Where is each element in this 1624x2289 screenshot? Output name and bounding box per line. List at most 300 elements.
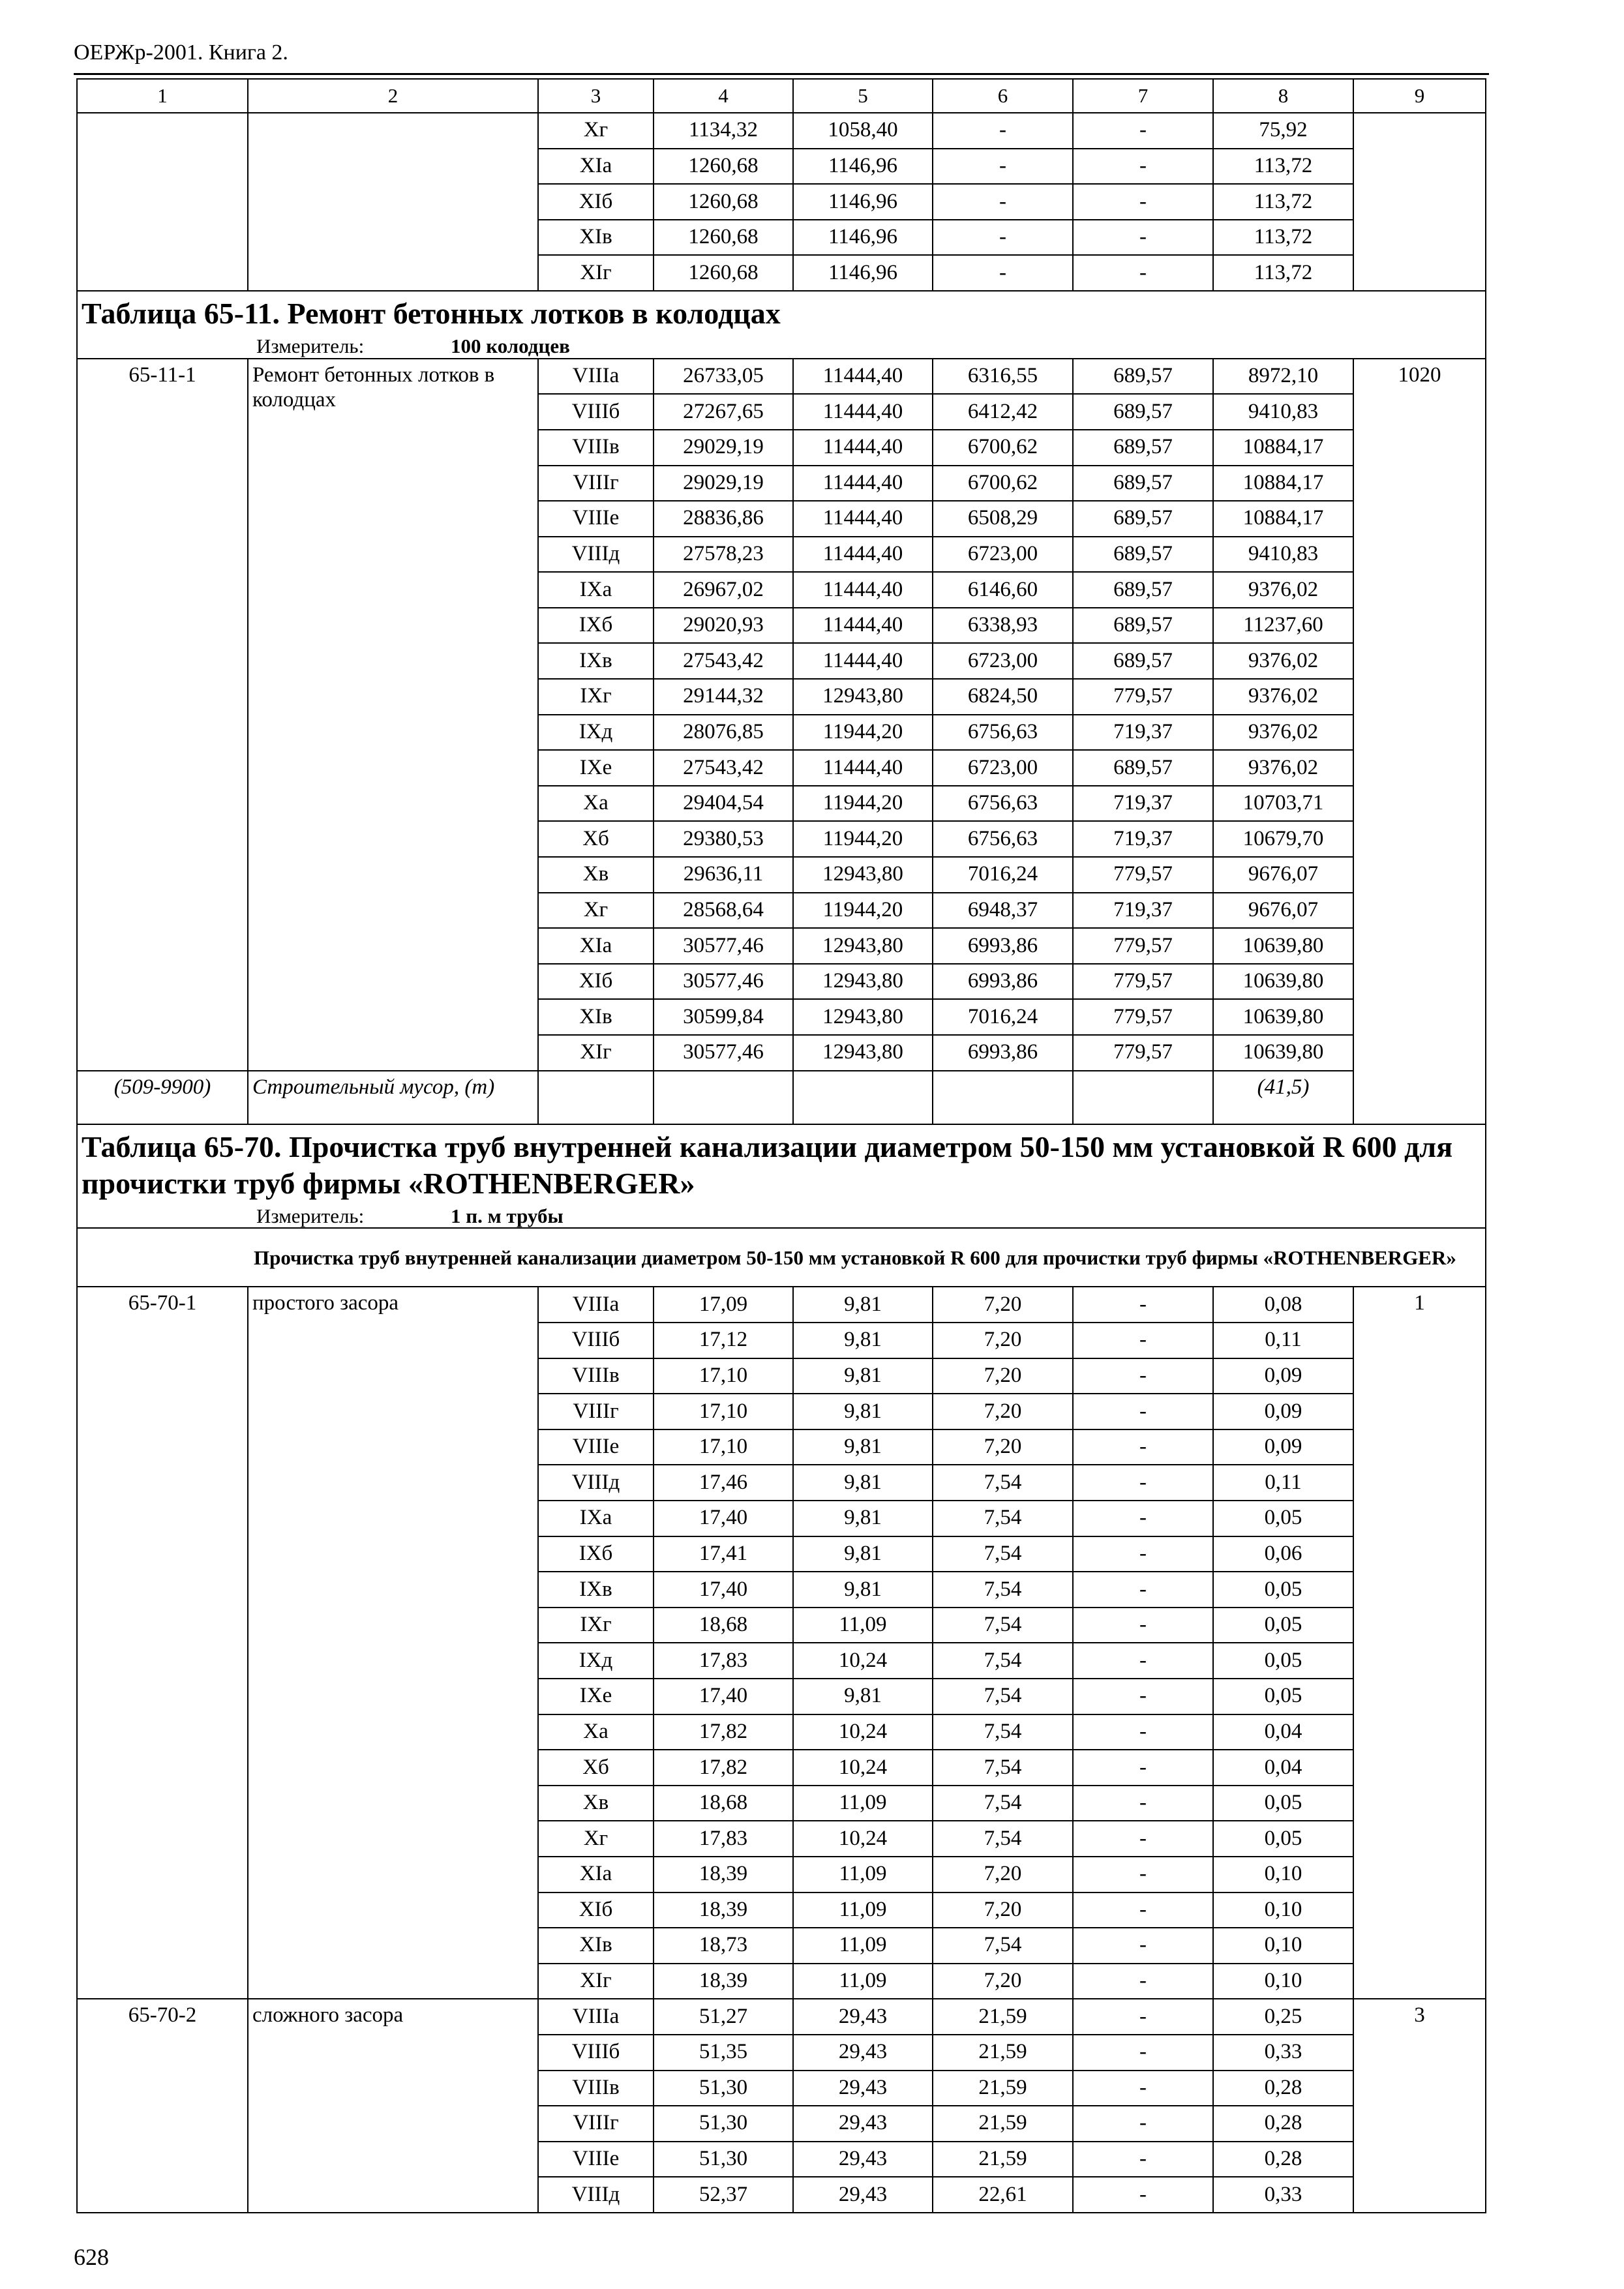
rate-value: 7,54: [933, 1679, 1073, 1714]
rate-value: 9,81: [793, 1287, 933, 1323]
measure-label: Измеритель:: [256, 335, 365, 358]
rate-value: 689,57: [1073, 608, 1213, 644]
rate-value: 29380,53: [654, 821, 793, 857]
rate-value: 6993,86: [933, 928, 1073, 964]
zone-code: VIIIд: [538, 1465, 654, 1501]
measure-line: [82, 1204, 1481, 1228]
rate-value: 30577,46: [654, 928, 793, 964]
rate-value: 21,59: [933, 2071, 1073, 2106]
rate-value: 7,54: [933, 1714, 1073, 1750]
rate-value: 0,09: [1213, 1394, 1353, 1429]
rate-value: -: [1073, 255, 1213, 291]
rate-value: 113,72: [1213, 220, 1353, 256]
zone-code: VIIIв: [538, 430, 654, 466]
waste-row: [77, 1071, 1486, 1124]
rate-value: 11444,40: [793, 394, 933, 430]
rate-value: 7,54: [933, 1572, 1073, 1608]
item-name: сложного засора: [248, 1999, 538, 2213]
zone-code: XIа: [538, 928, 654, 964]
rate-value: 0,11: [1213, 1465, 1353, 1501]
rate-value: 6756,63: [933, 821, 1073, 857]
rate-value: 11,09: [793, 1608, 933, 1643]
zone-code: VIIIе: [538, 2142, 654, 2177]
zone-code: VIIIд: [538, 2177, 654, 2213]
rate-value: -: [1073, 1964, 1213, 1999]
rate-value: 0,28: [1213, 2106, 1353, 2142]
zone-code: VIIIа: [538, 359, 654, 395]
column-number: 9: [1353, 79, 1486, 113]
rate-value: 9,81: [793, 1358, 933, 1394]
zone-code: XIа: [538, 1857, 654, 1893]
zone-code: Хг: [538, 1821, 654, 1857]
item-col9: [1353, 113, 1486, 291]
rate-value: 17,46: [654, 1465, 793, 1501]
rate-value: -: [1073, 2106, 1213, 2142]
rate-value: 0,33: [1213, 2035, 1353, 2071]
rate-value: 9376,02: [1213, 572, 1353, 608]
rate-value: 51,35: [654, 2035, 793, 2071]
rate-value: 21,59: [933, 2142, 1073, 2177]
rate-value: 10639,80: [1213, 964, 1353, 1000]
rate-value: 9,81: [793, 1429, 933, 1465]
rate-value: 719,37: [1073, 715, 1213, 751]
rate-value: 29029,19: [654, 430, 793, 466]
rate-value: 1146,96: [793, 184, 933, 220]
rate-value: 21,59: [933, 2035, 1073, 2071]
rate-value: 29029,19: [654, 466, 793, 501]
zone-code: XIг: [538, 1035, 654, 1071]
zone-code: Ха: [538, 786, 654, 822]
rate-value: 6824,50: [933, 679, 1073, 715]
rate-value: 11444,40: [793, 643, 933, 679]
rate-value: 6723,00: [933, 643, 1073, 679]
rate-value: 779,57: [1073, 1035, 1213, 1071]
rate-value: 689,57: [1073, 394, 1213, 430]
rate-value: 29,43: [793, 2106, 933, 2142]
rate-value: 0,25: [1213, 1999, 1353, 2035]
rate-value: 18,39: [654, 1893, 793, 1928]
rate-value: 7,20: [933, 1394, 1073, 1429]
rate-value: 0,09: [1213, 1429, 1353, 1465]
rate-value: 779,57: [1073, 928, 1213, 964]
rate-value: 719,37: [1073, 786, 1213, 822]
item-code: [77, 113, 248, 291]
rate-value: 17,10: [654, 1358, 793, 1394]
rate-value: 0,04: [1213, 1714, 1353, 1750]
rate-value: 0,05: [1213, 1572, 1353, 1608]
zone-code: Хв: [538, 857, 654, 893]
zone-code: Хб: [538, 1750, 654, 1786]
rate-value: 6316,55: [933, 359, 1073, 395]
rate-value: 7,54: [933, 1750, 1073, 1786]
zone-code: VIIIб: [538, 394, 654, 430]
rate-value: 12943,80: [793, 964, 933, 1000]
rate-value: 7,20: [933, 1323, 1073, 1358]
empty-cell: [654, 1071, 793, 1124]
rate-value: 7,20: [933, 1287, 1073, 1323]
waste-value: (41,5): [1213, 1071, 1353, 1124]
column-number: 2: [248, 79, 538, 113]
column-number: 7: [1073, 79, 1213, 113]
rate-value: 51,30: [654, 2106, 793, 2142]
zone-code: XIб: [538, 184, 654, 220]
rate-value: 9,81: [793, 1501, 933, 1536]
waste-code: (509-9900): [77, 1071, 248, 1124]
zone-code: Хб: [538, 821, 654, 857]
rate-value: 6412,42: [933, 394, 1073, 430]
rate-value: 0,10: [1213, 1893, 1353, 1928]
rate-value: 9376,02: [1213, 715, 1353, 751]
item-col9: 1: [1353, 1287, 1486, 1999]
zone-code: VIIIг: [538, 1394, 654, 1429]
rate-value: 8972,10: [1213, 359, 1353, 395]
rate-value: 6993,86: [933, 964, 1073, 1000]
rate-value: 7,54: [933, 1608, 1073, 1643]
rate-value: 6146,60: [933, 572, 1073, 608]
rate-value: 17,40: [654, 1501, 793, 1536]
rate-value: 7,54: [933, 1786, 1073, 1821]
section-title: Таблица 65-11. Ремонт бетонных лотков в колодцах: [82, 296, 781, 330]
zone-code: XIб: [538, 1893, 654, 1928]
zone-code: XIб: [538, 964, 654, 1000]
rate-value: -: [1073, 1465, 1213, 1501]
rate-value: 1058,40: [793, 113, 933, 149]
zone-code: XIа: [538, 149, 654, 185]
section-header-row: [77, 291, 1486, 359]
rate-value: 7,20: [933, 1857, 1073, 1893]
rate-value: 1260,68: [654, 184, 793, 220]
rate-value: 17,82: [654, 1750, 793, 1786]
rate-value: 17,10: [654, 1429, 793, 1465]
measure-value: 1 п. м трубы: [451, 1204, 564, 1227]
header-rule: [74, 73, 1489, 75]
rate-value: 11944,20: [793, 786, 933, 822]
rate-value: 7,54: [933, 1643, 1073, 1679]
table-row: [77, 1287, 1486, 1323]
rate-value: 17,10: [654, 1394, 793, 1429]
rate-value: 0,11: [1213, 1323, 1353, 1358]
rate-value: 1146,96: [793, 255, 933, 291]
zone-code: XIв: [538, 220, 654, 256]
rate-value: 689,57: [1073, 643, 1213, 679]
rate-value: 9,81: [793, 1572, 933, 1608]
zone-code: Хв: [538, 1786, 654, 1821]
rate-value: 10639,80: [1213, 999, 1353, 1035]
rate-value: 0,08: [1213, 1287, 1353, 1323]
rate-value: 0,05: [1213, 1643, 1353, 1679]
item-code: 65-70-1: [77, 1287, 248, 1999]
rate-value: 0,05: [1213, 1821, 1353, 1857]
zone-code: XIг: [538, 255, 654, 291]
rate-value: -: [1073, 2071, 1213, 2106]
zone-code: VIIIг: [538, 466, 654, 501]
column-number: 1: [77, 79, 248, 113]
rate-value: 17,41: [654, 1536, 793, 1572]
rate-value: 1260,68: [654, 220, 793, 256]
rate-value: 11,09: [793, 1857, 933, 1893]
rate-value: 11444,40: [793, 608, 933, 644]
rate-value: 17,40: [654, 1679, 793, 1714]
rate-value: 0,09: [1213, 1358, 1353, 1394]
rate-value: 30599,84: [654, 999, 793, 1035]
rate-value: -: [1073, 2035, 1213, 2071]
zone-code: VIIIв: [538, 2071, 654, 2106]
rate-value: 21,59: [933, 2106, 1073, 2142]
rate-value: 0,28: [1213, 2142, 1353, 2177]
zone-code: IXб: [538, 608, 654, 644]
rate-value: -: [933, 149, 1073, 185]
running-title: ОЕРЖр-2001. Книга 2.: [74, 40, 288, 65]
rate-value: 0,33: [1213, 2177, 1353, 2213]
zone-code: VIIIе: [538, 501, 654, 537]
rate-value: 12943,80: [793, 1035, 933, 1071]
empty-cell: [933, 1071, 1073, 1124]
item-name: [248, 113, 538, 291]
rate-value: -: [1073, 1786, 1213, 1821]
rate-value: -: [1073, 1608, 1213, 1643]
zone-code: Хг: [538, 893, 654, 929]
zone-code: XIг: [538, 1964, 654, 1999]
rate-value: 7,54: [933, 1501, 1073, 1536]
rate-value: 7016,24: [933, 999, 1073, 1035]
item-name: Ремонт бетонных лотков в колодцах: [248, 359, 538, 1071]
rate-value: 0,10: [1213, 1964, 1353, 1999]
rate-value: 779,57: [1073, 999, 1213, 1035]
rate-value: 11444,40: [793, 572, 933, 608]
rate-value: 779,57: [1073, 964, 1213, 1000]
rate-value: 11,09: [793, 1893, 933, 1928]
rate-value: -: [1073, 1358, 1213, 1394]
waste-name: Строительный мусор, (т): [248, 1071, 538, 1124]
section-header-row: [77, 1124, 1486, 1229]
rate-value: 52,37: [654, 2177, 793, 2213]
rate-value: 11944,20: [793, 715, 933, 751]
rate-value: 689,57: [1073, 501, 1213, 537]
rate-value: 12943,80: [793, 857, 933, 893]
rate-value: 10639,80: [1213, 928, 1353, 964]
rate-value: 113,72: [1213, 149, 1353, 185]
rate-value: -: [1073, 1714, 1213, 1750]
rate-value: 9676,07: [1213, 893, 1353, 929]
rate-value: 29,43: [793, 2071, 933, 2106]
rate-value: 719,37: [1073, 893, 1213, 929]
rate-value: 0,05: [1213, 1786, 1353, 1821]
rate-value: -: [1073, 1572, 1213, 1608]
rate-value: 17,09: [654, 1287, 793, 1323]
rate-value: 9376,02: [1213, 679, 1353, 715]
column-number-row: [77, 79, 1486, 113]
rate-value: 10,24: [793, 1643, 933, 1679]
rate-value: 1260,68: [654, 255, 793, 291]
rate-value: 11,09: [793, 1928, 933, 1964]
rate-value: 10884,17: [1213, 501, 1353, 537]
rate-value: 30577,46: [654, 1035, 793, 1071]
rate-value: 9,81: [793, 1394, 933, 1429]
rate-value: 10,24: [793, 1750, 933, 1786]
rate-value: 7016,24: [933, 857, 1073, 893]
rate-value: 6508,29: [933, 501, 1073, 537]
rate-value: -: [1073, 2177, 1213, 2213]
rate-value: -: [1073, 1501, 1213, 1536]
zone-code: Хг: [538, 113, 654, 149]
rate-value: 6948,37: [933, 893, 1073, 929]
rate-value: 0,05: [1213, 1501, 1353, 1536]
rate-value: 11944,20: [793, 821, 933, 857]
item-code: 65-11-1: [77, 359, 248, 1071]
rate-value: 10,24: [793, 1821, 933, 1857]
zone-code: XIв: [538, 1928, 654, 1964]
rate-value: -: [933, 113, 1073, 149]
section-header: [77, 1124, 1486, 1229]
subheader-row: [77, 1228, 1486, 1287]
rate-value: 17,12: [654, 1323, 793, 1358]
rate-value: 689,57: [1073, 537, 1213, 573]
zone-code: IXб: [538, 1536, 654, 1572]
rate-value: 9410,83: [1213, 537, 1353, 573]
rate-value: -: [1073, 1394, 1213, 1429]
column-number: 5: [793, 79, 933, 113]
rate-value: 7,20: [933, 1893, 1073, 1928]
rate-value: 9376,02: [1213, 643, 1353, 679]
rate-value: 719,37: [1073, 821, 1213, 857]
rate-value: -: [1073, 149, 1213, 185]
empty-cell: [1073, 1071, 1213, 1124]
zone-code: IXе: [538, 750, 654, 786]
rate-value: 29,43: [793, 1999, 933, 2035]
zone-code: XIв: [538, 999, 654, 1035]
zone-code: IXв: [538, 1572, 654, 1608]
rate-value: 51,30: [654, 2071, 793, 2106]
rate-value: 9,81: [793, 1323, 933, 1358]
rate-value: 26967,02: [654, 572, 793, 608]
rate-value: 75,92: [1213, 113, 1353, 149]
rate-value: 11944,20: [793, 893, 933, 929]
rate-value: 10884,17: [1213, 466, 1353, 501]
rate-value: 0,04: [1213, 1750, 1353, 1786]
rate-value: 7,54: [933, 1536, 1073, 1572]
rate-value: -: [1073, 113, 1213, 149]
rate-value: 51,30: [654, 2142, 793, 2177]
rate-value: 7,54: [933, 1465, 1073, 1501]
rate-value: 6700,62: [933, 466, 1073, 501]
rate-value: 6756,63: [933, 786, 1073, 822]
rate-value: 11,09: [793, 1964, 933, 1999]
rate-value: 9676,07: [1213, 857, 1353, 893]
rate-value: 29,43: [793, 2142, 933, 2177]
rate-value: 10,24: [793, 1714, 933, 1750]
rate-value: 9,81: [793, 1465, 933, 1501]
column-number: 6: [933, 79, 1073, 113]
rate-value: 29,43: [793, 2035, 933, 2071]
rate-value: 1146,96: [793, 149, 933, 185]
rate-value: 11444,40: [793, 430, 933, 466]
rate-value: 113,72: [1213, 255, 1353, 291]
rate-value: 18,39: [654, 1857, 793, 1893]
rate-value: -: [1073, 220, 1213, 256]
rate-value: 7,54: [933, 1928, 1073, 1964]
measure-line: [82, 335, 1481, 358]
rate-value: 113,72: [1213, 184, 1353, 220]
subheader: Прочистка труб внутренней канализации диаметром 50-150 мм установкой R 600 для прочистки труб фирмы «ROTHENBERGER»: [77, 1228, 1486, 1287]
rate-value: 12943,80: [793, 928, 933, 964]
rate-value: -: [1073, 1643, 1213, 1679]
item-col9: 1020: [1353, 359, 1486, 1124]
zone-code: VIIIб: [538, 1323, 654, 1358]
zone-code: IXа: [538, 572, 654, 608]
rate-value: 689,57: [1073, 466, 1213, 501]
rate-value: 29636,11: [654, 857, 793, 893]
zone-code: IXе: [538, 1679, 654, 1714]
rate-value: 9376,02: [1213, 750, 1353, 786]
rate-value: -: [1073, 1821, 1213, 1857]
zone-code: VIIIг: [538, 2106, 654, 2142]
rate-value: 27578,23: [654, 537, 793, 573]
rate-value: 689,57: [1073, 572, 1213, 608]
rate-value: 10679,70: [1213, 821, 1353, 857]
zone-code: IXв: [538, 643, 654, 679]
rate-value: 17,40: [654, 1572, 793, 1608]
rate-value: 7,54: [933, 1821, 1073, 1857]
rate-value: 29404,54: [654, 786, 793, 822]
rate-value: 10703,71: [1213, 786, 1353, 822]
rate-value: 11444,40: [793, 359, 933, 395]
rate-value: 28836,86: [654, 501, 793, 537]
rate-value: 17,83: [654, 1821, 793, 1857]
rate-value: -: [1073, 2142, 1213, 2177]
rate-value: 27543,42: [654, 643, 793, 679]
rate-value: 0,28: [1213, 2071, 1353, 2106]
rate-value: 11444,40: [793, 501, 933, 537]
rate-value: 0,05: [1213, 1679, 1353, 1714]
rate-value: -: [1073, 1857, 1213, 1893]
rate-value: 11444,40: [793, 750, 933, 786]
rate-value: -: [1073, 1999, 1213, 2035]
rate-value: 18,68: [654, 1608, 793, 1643]
rate-value: 779,57: [1073, 857, 1213, 893]
rate-value: 18,68: [654, 1786, 793, 1821]
rate-value: 9410,83: [1213, 394, 1353, 430]
rate-value: 0,05: [1213, 1608, 1353, 1643]
column-number: 8: [1213, 79, 1353, 113]
rate-value: 9,81: [793, 1536, 933, 1572]
rate-value: 1260,68: [654, 149, 793, 185]
rate-value: 10884,17: [1213, 430, 1353, 466]
rate-value: 0,10: [1213, 1928, 1353, 1964]
rate-value: -: [1073, 1928, 1213, 1964]
rate-value: 18,73: [654, 1928, 793, 1964]
section-header: [77, 291, 1486, 359]
rate-value: 0,06: [1213, 1536, 1353, 1572]
table-row: [77, 113, 1486, 149]
rate-value: 17,82: [654, 1714, 793, 1750]
zone-code: IXд: [538, 1643, 654, 1679]
rate-value: -: [1073, 1323, 1213, 1358]
rate-value: 7,20: [933, 1429, 1073, 1465]
rate-value: 6700,62: [933, 430, 1073, 466]
rate-value: 27267,65: [654, 394, 793, 430]
rate-value: -: [1073, 1536, 1213, 1572]
rate-value: 51,27: [654, 1999, 793, 2035]
rate-value: 7,20: [933, 1964, 1073, 1999]
rate-value: 1134,32: [654, 113, 793, 149]
rate-value: -: [1073, 1429, 1213, 1465]
table-row: [77, 1999, 1486, 2035]
zone-code: IXг: [538, 1608, 654, 1643]
rate-value: -: [1073, 1893, 1213, 1928]
rate-value: 7,20: [933, 1358, 1073, 1394]
rate-value: 689,57: [1073, 430, 1213, 466]
rate-value: 1146,96: [793, 220, 933, 256]
